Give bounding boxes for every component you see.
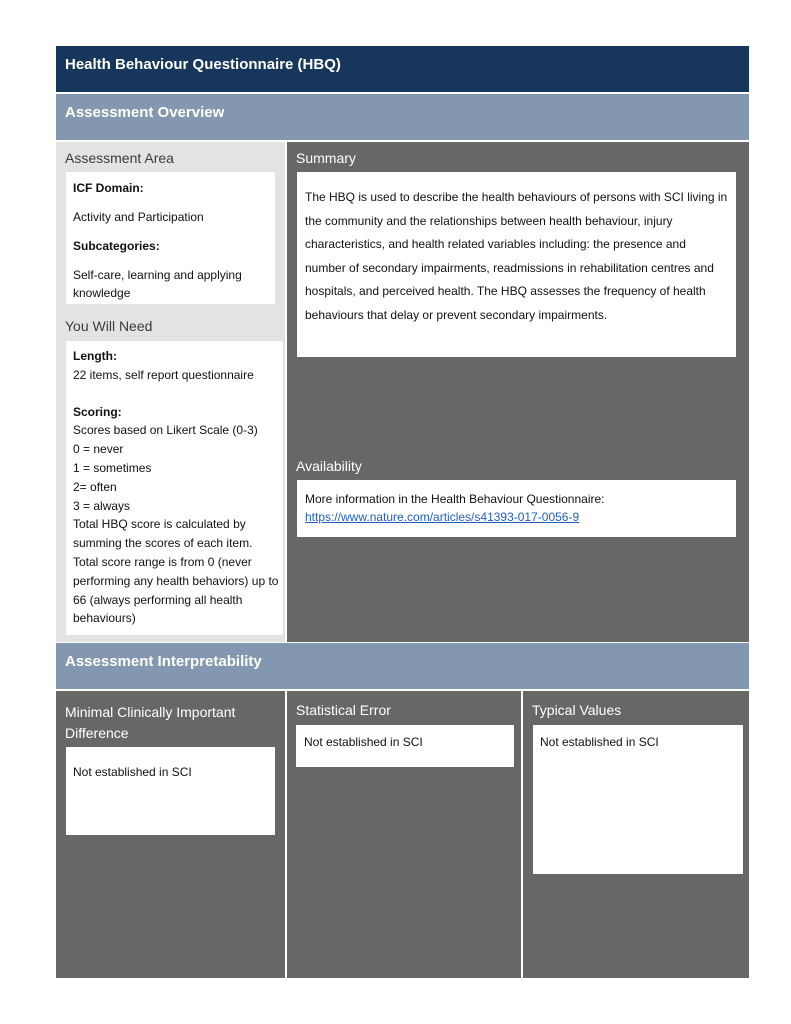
availability-text: More information in the Health Behaviour Questionnaire: xyxy=(305,492,605,506)
icf-domain-value: Activity and Participation xyxy=(73,210,204,224)
mcid-value: Not established in SCI xyxy=(66,747,275,835)
scoring-label: Scoring: xyxy=(73,404,122,419)
summary-text: The HBQ is used to describe the health behaviours of persons with SCI living in the community and the relationships between health behaviour, injury characteristics, and health related variables including: the presence and number of secondary impairments, readmissions in rehabilitation centres and hospitals, and perceived health. The HBQ assesses the frequency of health behaviours that delay or prevent secondary impairments. xyxy=(297,172,736,357)
you-will-need-heading: You Will Need xyxy=(65,318,153,334)
assessment-overview-header: Assessment Overview xyxy=(56,94,749,140)
scoring-line: Scores based on Likert Scale (0-3) xyxy=(73,423,258,438)
availability-link[interactable]: https://www.nature.com/articles/s41393-017-0056-9 xyxy=(305,510,580,524)
availability-heading: Availability xyxy=(296,458,362,474)
you-will-need-box xyxy=(66,341,283,635)
typical-values-heading: Typical Values xyxy=(532,702,622,718)
assessment-area-box xyxy=(66,172,275,304)
statistical-error-value: Not established in SCI xyxy=(296,725,514,767)
length-label: Length: xyxy=(73,349,117,363)
assessment-interpretability-header: Assessment Interpretability xyxy=(56,643,749,689)
scoring-line: 0 = never xyxy=(73,442,124,457)
availability-box xyxy=(297,480,736,537)
scoring-line: 1 = sometimes xyxy=(73,460,152,475)
typical-values-value: Not established in SCI xyxy=(533,725,743,874)
page-title: Health Behaviour Questionnaire (HBQ) xyxy=(56,46,749,92)
statistical-error-heading: Statistical Error xyxy=(296,702,391,718)
subcategories-label: Subcategories: xyxy=(73,239,160,253)
mcid-heading: Minimal Clinically Important Difference xyxy=(65,704,236,741)
scoring-line: Total HBQ score is calculated by summing the scores of each item. Total score range is from 0 (never performing any health behaviors) up to 66 (always performing all health behaviours) xyxy=(73,517,279,626)
length-value: 22 items, self report questionnaire xyxy=(73,367,254,382)
assessment-area-heading: Assessment Area xyxy=(65,150,174,166)
summary-heading: Summary xyxy=(296,150,356,166)
icf-domain-label: ICF Domain: xyxy=(73,181,144,195)
subcategories-value: Self-care, learning and applying knowledge xyxy=(73,268,242,300)
scoring-line: 2= often xyxy=(73,479,117,494)
scoring-line: 3 = always xyxy=(73,498,131,513)
